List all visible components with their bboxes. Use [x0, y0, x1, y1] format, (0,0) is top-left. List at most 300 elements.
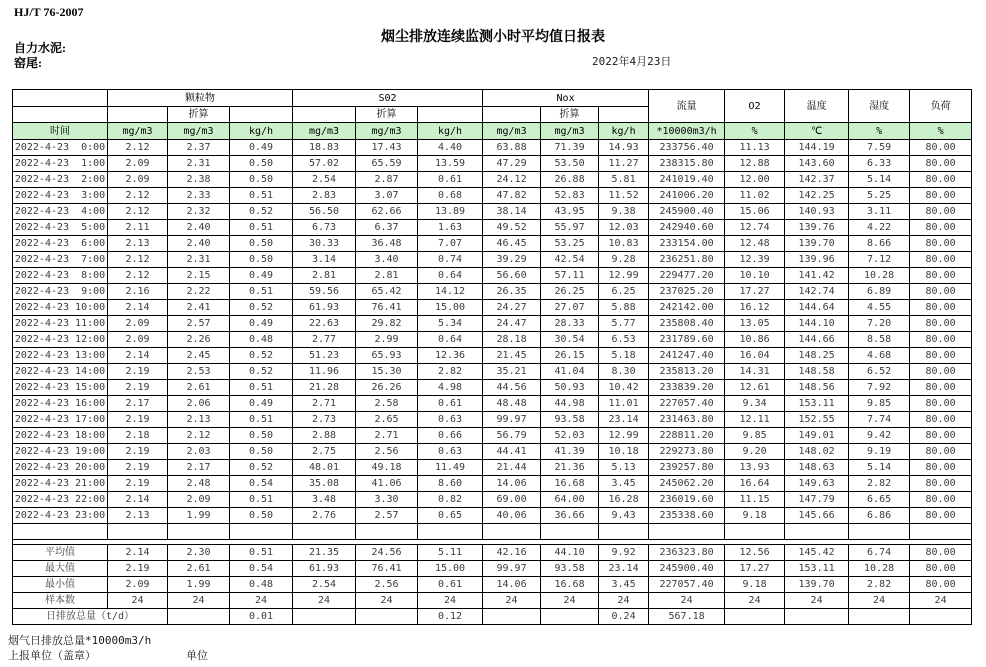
value-cell: [910, 609, 972, 625]
value-cell: 13.89: [418, 204, 483, 220]
value-cell: 2.14: [108, 545, 168, 561]
unit-label: 单位: [186, 649, 208, 662]
table-row: [13, 156, 972, 172]
unit-cell: mg/m3: [293, 123, 356, 140]
value-cell: 2.65: [356, 412, 418, 428]
value-cell: 0.66: [418, 428, 483, 444]
value-cell: 2.16: [108, 284, 168, 300]
value-cell: 6.73: [293, 220, 356, 236]
value-cell: 0.50: [230, 172, 293, 188]
value-cell: 69.00: [483, 492, 541, 508]
value-cell: 99.97: [483, 412, 541, 428]
table-row: [13, 268, 972, 284]
value-cell: 228811.20: [649, 428, 725, 444]
report-table: [12, 89, 972, 625]
value-cell: 2.56: [356, 444, 418, 460]
value-cell: 6.37: [356, 220, 418, 236]
value-cell: 245900.40: [649, 204, 725, 220]
value-cell: 9.18: [725, 577, 785, 593]
value-cell: 64.00: [541, 492, 599, 508]
value-cell: 2.03: [168, 444, 230, 460]
value-cell: 2.56: [356, 577, 418, 593]
value-cell: 49.18: [356, 460, 418, 476]
value-cell: 2.11: [108, 220, 168, 236]
value-cell: 0.52: [230, 300, 293, 316]
value-cell: 2.19: [108, 476, 168, 492]
value-cell: 38.14: [483, 204, 541, 220]
value-cell: 2.40: [168, 236, 230, 252]
value-cell: 2.19: [108, 444, 168, 460]
value-cell: 0.51: [230, 412, 293, 428]
value-cell: 0.50: [230, 252, 293, 268]
reporting-unit-label: 上报单位（盖章）: [8, 649, 96, 662]
value-cell: 10.83: [599, 236, 649, 252]
header-empty-cell: [418, 107, 483, 123]
time-cell: 2022-4-23 12:00: [13, 332, 108, 348]
value-cell: 12.74: [725, 220, 785, 236]
value-cell: 2.61: [168, 380, 230, 396]
value-cell: 16.68: [541, 577, 599, 593]
value-cell: 3.48: [293, 492, 356, 508]
header-time: 时间: [13, 123, 108, 140]
value-cell: 2.19: [108, 460, 168, 476]
value-cell: 42.16: [483, 545, 541, 561]
value-cell: 65.93: [356, 348, 418, 364]
value-cell: 61.93: [293, 300, 356, 316]
value-cell: 2.77: [293, 332, 356, 348]
value-cell: 6.33: [849, 156, 910, 172]
value-cell: 2.09: [108, 577, 168, 593]
value-cell: 44.41: [483, 444, 541, 460]
value-cell: 24: [599, 593, 649, 609]
time-cell: 2022-4-23 11:00: [13, 316, 108, 332]
value-cell: 80.00: [910, 300, 972, 316]
value-cell: 233839.20: [649, 380, 725, 396]
value-cell: 2.73: [293, 412, 356, 428]
value-cell: 47.29: [483, 156, 541, 172]
value-cell: 0.50: [230, 156, 293, 172]
header-temperature: 温度: [785, 90, 849, 123]
value-cell: 36.48: [356, 236, 418, 252]
value-cell: 0.51: [230, 492, 293, 508]
value-cell: 1.99: [168, 508, 230, 524]
value-cell: 93.58: [541, 561, 599, 577]
value-cell: 53.25: [541, 236, 599, 252]
value-cell: 2.32: [168, 204, 230, 220]
value-cell: 12.88: [725, 156, 785, 172]
value-cell: 21.28: [293, 380, 356, 396]
value-cell: 11.02: [725, 188, 785, 204]
value-cell: 235808.40: [649, 316, 725, 332]
value-cell: 2.26: [168, 332, 230, 348]
value-cell: 80.00: [910, 428, 972, 444]
blank-cell: [483, 524, 541, 540]
blank-cell: [168, 524, 230, 540]
table-row: [13, 348, 972, 364]
table-row: [13, 316, 972, 332]
unit-cell: *10000m3/h: [649, 123, 725, 140]
value-cell: 3.14: [293, 252, 356, 268]
value-cell: 2.19: [108, 561, 168, 577]
value-cell: 2.12: [108, 204, 168, 220]
value-cell: 21.35: [293, 545, 356, 561]
units-row: [13, 123, 972, 140]
value-cell: 5.14: [849, 172, 910, 188]
value-cell: 142.37: [785, 172, 849, 188]
value-cell: 13.05: [725, 316, 785, 332]
value-cell: 80.00: [910, 284, 972, 300]
time-cell: 2022-4-23 1:00: [13, 156, 108, 172]
value-cell: 148.02: [785, 444, 849, 460]
value-cell: 39.29: [483, 252, 541, 268]
value-cell: 24: [483, 593, 541, 609]
value-cell: 11.13: [725, 140, 785, 156]
value-cell: 9.43: [599, 508, 649, 524]
header-flow: 流量: [649, 90, 725, 123]
table-row: [13, 172, 972, 188]
value-cell: 139.96: [785, 252, 849, 268]
time-cell: 2022-4-23 2:00: [13, 172, 108, 188]
value-cell: 24: [910, 593, 972, 609]
value-cell: 76.41: [356, 300, 418, 316]
value-cell: 29.82: [356, 316, 418, 332]
value-cell: 61.93: [293, 561, 356, 577]
value-cell: 80.00: [910, 188, 972, 204]
value-cell: 80.00: [910, 577, 972, 593]
value-cell: 12.39: [725, 252, 785, 268]
table-row: [13, 284, 972, 300]
table-row: [13, 396, 972, 412]
unit-cell: mg/m3: [356, 123, 418, 140]
value-cell: 149.01: [785, 428, 849, 444]
value-cell: 27.07: [541, 300, 599, 316]
value-cell: 0.12: [418, 609, 483, 625]
value-cell: 0.54: [230, 476, 293, 492]
value-cell: 80.00: [910, 545, 972, 561]
time-cell: 2022-4-23 15:00: [13, 380, 108, 396]
value-cell: 227057.40: [649, 577, 725, 593]
value-cell: 2.18: [108, 428, 168, 444]
value-cell: 71.39: [541, 140, 599, 156]
value-cell: 4.68: [849, 348, 910, 364]
table-row: [13, 460, 972, 476]
unit-cell: mg/m3: [168, 123, 230, 140]
value-cell: 55.97: [541, 220, 599, 236]
value-cell: 24: [418, 593, 483, 609]
value-cell: 567.18: [649, 609, 725, 625]
value-cell: 2.30: [168, 545, 230, 561]
value-cell: 2.88: [293, 428, 356, 444]
value-cell: 24: [649, 593, 725, 609]
value-cell: 4.98: [418, 380, 483, 396]
value-cell: 231789.60: [649, 332, 725, 348]
value-cell: 24: [230, 593, 293, 609]
value-cell: 5.34: [418, 316, 483, 332]
value-cell: 1.63: [418, 220, 483, 236]
value-cell: 0.65: [418, 508, 483, 524]
value-cell: 2.38: [168, 172, 230, 188]
value-cell: 24: [849, 593, 910, 609]
value-cell: 2.33: [168, 188, 230, 204]
value-cell: 11.96: [293, 364, 356, 380]
company-label: 自力水泥:: [14, 41, 66, 55]
value-cell: 147.79: [785, 492, 849, 508]
value-cell: 7.12: [849, 252, 910, 268]
value-cell: 16.12: [725, 300, 785, 316]
value-cell: 5.88: [599, 300, 649, 316]
value-cell: 2.57: [356, 508, 418, 524]
value-cell: 35.08: [293, 476, 356, 492]
value-cell: [725, 609, 785, 625]
value-cell: 80.00: [910, 412, 972, 428]
blank-cell: [649, 524, 725, 540]
value-cell: 80.00: [910, 316, 972, 332]
value-cell: 0.51: [230, 284, 293, 300]
value-cell: 21.36: [541, 460, 599, 476]
value-cell: 15.06: [725, 204, 785, 220]
header-empty-cell: [483, 107, 541, 123]
time-cell: 2022-4-23 9:00: [13, 284, 108, 300]
summary-row: [13, 577, 972, 593]
group-particulate: 颗粒物: [108, 90, 293, 107]
value-cell: 242142.00: [649, 300, 725, 316]
value-cell: 11.49: [418, 460, 483, 476]
summary-label: 最小值: [13, 577, 108, 593]
value-cell: 0.61: [418, 172, 483, 188]
table-row: [13, 332, 972, 348]
value-cell: 9.85: [849, 396, 910, 412]
value-cell: 2.54: [293, 172, 356, 188]
value-cell: 0.51: [230, 545, 293, 561]
value-cell: 18.83: [293, 140, 356, 156]
value-cell: 142.74: [785, 284, 849, 300]
unit-cell: kg/h: [418, 123, 483, 140]
value-cell: 3.30: [356, 492, 418, 508]
value-cell: 2.81: [356, 268, 418, 284]
value-cell: 12.36: [418, 348, 483, 364]
value-cell: 3.11: [849, 204, 910, 220]
value-cell: 26.26: [356, 380, 418, 396]
value-cell: 80.00: [910, 332, 972, 348]
header-empty-cell: [230, 107, 293, 123]
value-cell: 47.82: [483, 188, 541, 204]
value-cell: 43.95: [541, 204, 599, 220]
header-group-row: [13, 90, 972, 107]
value-cell: 24: [293, 593, 356, 609]
value-cell: 2.09: [108, 156, 168, 172]
header-empty-cell: [293, 107, 356, 123]
standard-number: HJ/T 76-2007: [14, 5, 84, 19]
value-cell: 2.75: [293, 444, 356, 460]
header-converted-so2: 折算: [356, 107, 418, 123]
report-date: 2022年4月23日: [592, 55, 672, 68]
summary-row: [13, 545, 972, 561]
value-cell: 0.49: [230, 396, 293, 412]
table-row: [13, 492, 972, 508]
header-empty-cell: [108, 107, 168, 123]
time-cell: 2022-4-23 17:00: [13, 412, 108, 428]
value-cell: 8.58: [849, 332, 910, 348]
value-cell: 50.93: [541, 380, 599, 396]
value-cell: 2.71: [293, 396, 356, 412]
value-cell: 145.42: [785, 545, 849, 561]
value-cell: 21.44: [483, 460, 541, 476]
value-cell: 2.12: [168, 428, 230, 444]
value-cell: 2.14: [108, 492, 168, 508]
value-cell: 4.55: [849, 300, 910, 316]
table-row: [13, 300, 972, 316]
value-cell: 2.13: [108, 508, 168, 524]
value-cell: 0.50: [230, 428, 293, 444]
value-cell: 5.13: [599, 460, 649, 476]
value-cell: 7.59: [849, 140, 910, 156]
table-row: [13, 444, 972, 460]
unit-cell: %: [725, 123, 785, 140]
value-cell: 0.74: [418, 252, 483, 268]
value-cell: 12.99: [599, 428, 649, 444]
header-empty-cell: [13, 90, 108, 107]
value-cell: 231463.80: [649, 412, 725, 428]
header-empty-cell: [599, 107, 649, 123]
blank-cell: [599, 524, 649, 540]
value-cell: 148.56: [785, 380, 849, 396]
value-cell: 76.41: [356, 561, 418, 577]
value-cell: 17.27: [725, 284, 785, 300]
value-cell: 9.38: [599, 204, 649, 220]
value-cell: 2.09: [108, 332, 168, 348]
value-cell: 148.58: [785, 364, 849, 380]
value-cell: 80.00: [910, 396, 972, 412]
time-cell: 2022-4-23 23:00: [13, 508, 108, 524]
value-cell: 24.12: [483, 172, 541, 188]
value-cell: 24: [356, 593, 418, 609]
value-cell: 59.56: [293, 284, 356, 300]
time-cell: 2022-4-23 14:00: [13, 364, 108, 380]
value-cell: 2.37: [168, 140, 230, 156]
value-cell: 80.00: [910, 444, 972, 460]
table-row: [13, 380, 972, 396]
value-cell: 242940.60: [649, 220, 725, 236]
value-cell: 142.25: [785, 188, 849, 204]
value-cell: 2.82: [849, 577, 910, 593]
time-cell: 2022-4-23 21:00: [13, 476, 108, 492]
value-cell: 227057.40: [649, 396, 725, 412]
value-cell: 30.33: [293, 236, 356, 252]
value-cell: 2.53: [168, 364, 230, 380]
value-cell: 21.45: [483, 348, 541, 364]
value-cell: 0.68: [418, 188, 483, 204]
summary-label: 平均值: [13, 545, 108, 561]
value-cell: 24: [108, 593, 168, 609]
value-cell: 2.15: [168, 268, 230, 284]
value-cell: 0.51: [230, 380, 293, 396]
value-cell: 80.00: [910, 364, 972, 380]
value-cell: 3.07: [356, 188, 418, 204]
unit-cell: mg/m3: [483, 123, 541, 140]
value-cell: 13.59: [418, 156, 483, 172]
value-cell: 0.51: [230, 188, 293, 204]
value-cell: 0.52: [230, 204, 293, 220]
value-cell: 7.92: [849, 380, 910, 396]
value-cell: 2.48: [168, 476, 230, 492]
value-cell: 2.82: [849, 476, 910, 492]
value-cell: 53.50: [541, 156, 599, 172]
blank-cell: [785, 524, 849, 540]
value-cell: 14.12: [418, 284, 483, 300]
value-cell: 2.09: [108, 316, 168, 332]
value-cell: [483, 609, 541, 625]
value-cell: [849, 609, 910, 625]
value-cell: 236019.60: [649, 492, 725, 508]
unit-cell: mg/m3: [541, 123, 599, 140]
time-cell: 2022-4-23 18:00: [13, 428, 108, 444]
value-cell: 148.25: [785, 348, 849, 364]
value-cell: [541, 609, 599, 625]
value-cell: 14.31: [725, 364, 785, 380]
value-cell: 24.56: [356, 545, 418, 561]
value-cell: 3.45: [599, 476, 649, 492]
value-cell: 2.19: [108, 412, 168, 428]
value-cell: 0.49: [230, 140, 293, 156]
value-cell: 152.55: [785, 412, 849, 428]
value-cell: 144.66: [785, 332, 849, 348]
value-cell: 0.61: [418, 577, 483, 593]
value-cell: 52.03: [541, 428, 599, 444]
value-cell: 46.45: [483, 236, 541, 252]
blank-row: [13, 524, 972, 540]
table-row: [13, 252, 972, 268]
value-cell: 12.48: [725, 236, 785, 252]
value-cell: 80.00: [910, 508, 972, 524]
value-cell: 80.00: [910, 492, 972, 508]
value-cell: 2.22: [168, 284, 230, 300]
value-cell: 17.27: [725, 561, 785, 577]
value-cell: 80.00: [910, 204, 972, 220]
value-cell: 0.50: [230, 444, 293, 460]
group-so2: S02: [293, 90, 483, 107]
table-row: [13, 412, 972, 428]
value-cell: 0.82: [418, 492, 483, 508]
value-cell: 48.01: [293, 460, 356, 476]
time-cell: 2022-4-23 13:00: [13, 348, 108, 364]
blank-cell: [13, 524, 108, 540]
table-row: [13, 188, 972, 204]
value-cell: 0.52: [230, 348, 293, 364]
unit-cell: ℃: [785, 123, 849, 140]
value-cell: 80.00: [910, 380, 972, 396]
blank-cell: [849, 524, 910, 540]
header-converted-pm: 折算: [168, 107, 230, 123]
value-cell: 80.00: [910, 460, 972, 476]
value-cell: 229273.80: [649, 444, 725, 460]
value-cell: 80.00: [910, 236, 972, 252]
value-cell: 229477.20: [649, 268, 725, 284]
value-cell: 26.15: [541, 348, 599, 364]
value-cell: 62.66: [356, 204, 418, 220]
value-cell: 2.57: [168, 316, 230, 332]
value-cell: 10.10: [725, 268, 785, 284]
value-cell: 233154.00: [649, 236, 725, 252]
unit-cell: %: [910, 123, 972, 140]
value-cell: 24: [168, 593, 230, 609]
value-cell: 145.66: [785, 508, 849, 524]
value-cell: 35.21: [483, 364, 541, 380]
value-cell: 0.50: [230, 508, 293, 524]
value-cell: 9.18: [725, 508, 785, 524]
value-cell: 44.56: [483, 380, 541, 396]
value-cell: 41.04: [541, 364, 599, 380]
value-cell: 16.28: [599, 492, 649, 508]
